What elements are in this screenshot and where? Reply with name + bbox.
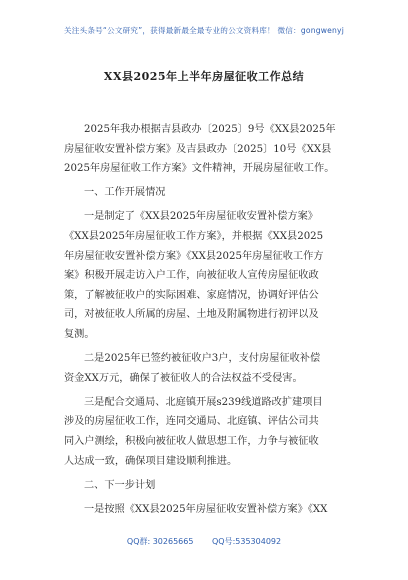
footer-qq-group: QQ群: 30265665 bbox=[126, 537, 194, 546]
paragraph bbox=[64, 207, 344, 344]
paragraph-line: 同入户测绘，积极向被征收人做思想工作，力争与被征收 bbox=[64, 435, 319, 447]
paragraph-line: 2025年房屋征收工作方案》文件精神，开展房屋征收工作。 bbox=[64, 163, 335, 175]
paragraph-line: 司，对被征收人所属的房屋、土地及附属物进行初评以及 bbox=[64, 309, 319, 321]
paragraph-line: 年房屋征收安置补偿方案》《XX县2025年房屋征收工作方 bbox=[64, 250, 324, 262]
document-title: XX县2025年上半年房屋征收工作总结 bbox=[103, 70, 305, 83]
paragraph-line: 三是配合交通局、北庭镇开展s239线道路改扩建项目 bbox=[84, 396, 323, 408]
paragraph-line: 人达成一致，确保项目建设顺利推进。 bbox=[64, 455, 238, 467]
paragraph-line: 二是2025年已签约被征收户3户，支付房屋征收补偿 bbox=[84, 353, 321, 365]
paragraph bbox=[64, 393, 344, 471]
paragraph bbox=[64, 500, 344, 520]
paragraph bbox=[64, 120, 344, 179]
paragraph-line: 策，了解被征收户的实际困难、家庭情况，协调好评估公 bbox=[64, 289, 319, 301]
paragraph-line: 二、下一步计划 bbox=[84, 479, 156, 491]
document-body bbox=[64, 120, 344, 519]
header-note: 关注头条号“公文研究”，获得最新最全最专业的公文资料库！ 微信：gongwenyj bbox=[63, 26, 345, 35]
paragraph bbox=[64, 349, 344, 388]
paragraph-line: 一是按照《XX县2025年房屋征收安置补偿方案》《XX bbox=[84, 503, 328, 515]
page-footer bbox=[0, 536, 408, 547]
paragraph-line: 房屋征收安置补偿方案》及吉县政办〔2025〕10号《XX县 bbox=[64, 143, 332, 155]
paragraph bbox=[64, 476, 344, 496]
paragraph-line: 《XX县2025年房屋征收工作方案》，并根据《XX县2025 bbox=[64, 230, 324, 242]
paragraph-line: 一、工作开展情况 bbox=[84, 187, 166, 199]
paragraph-line: 涉及的房屋征收工作，连同交通局、北庭镇、评估公司共 bbox=[64, 416, 319, 428]
paragraph-line: 2025年我办根据吉县政办〔2025〕9号《XX县2025年 bbox=[84, 124, 336, 135]
paragraph-line: 一是制定了《XX县2025年房屋征收安置补偿方案》 bbox=[84, 211, 318, 223]
paragraph-line: 案》积极开展走访入户工作，向被征收人宣传房屋征收政 bbox=[64, 270, 319, 282]
paragraph-line: 复测。 bbox=[64, 328, 95, 340]
footer-qq: QQ号:535304092 bbox=[212, 537, 282, 546]
paragraph-line: 资金XX万元，确保了被征收人的合法权益不受侵害。 bbox=[64, 372, 303, 384]
paragraph bbox=[64, 183, 344, 203]
